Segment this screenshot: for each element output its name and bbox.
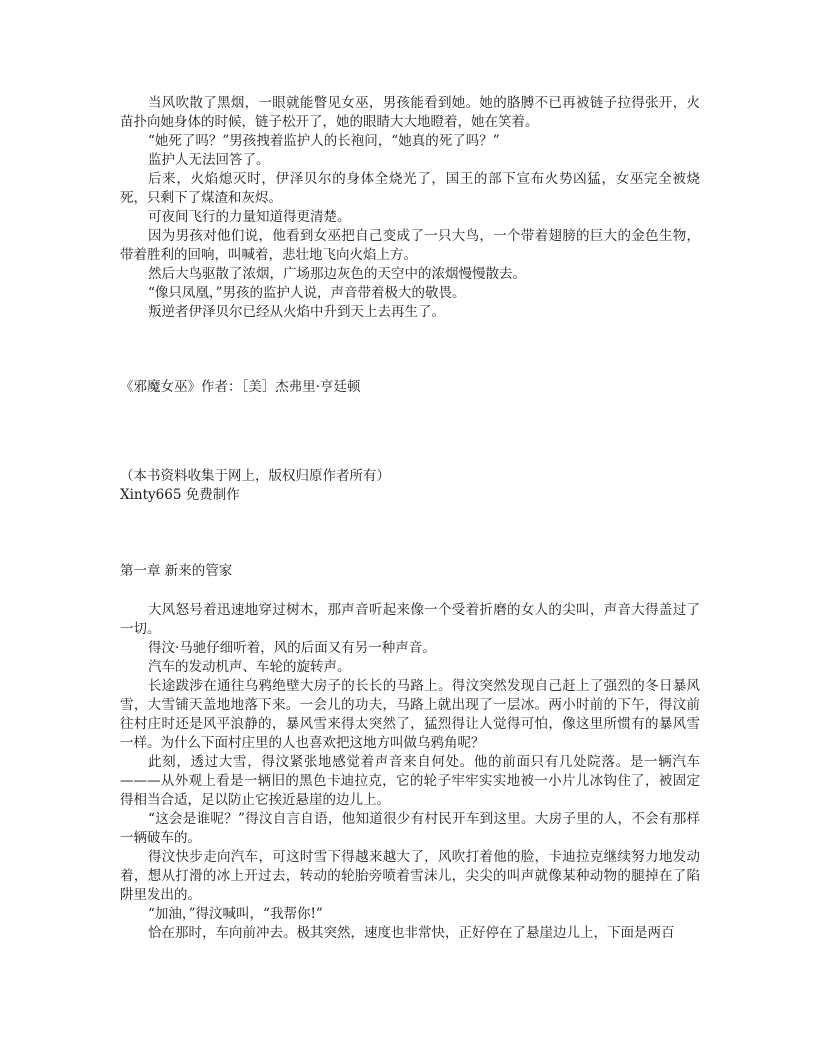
paragraph: 得汶·马驰仔细听着，风的后面又有另一种声音。 (148, 640, 436, 656)
chapter-body (120, 601, 700, 943)
paragraph: “加油，”得汶喊叫，“我帮你!” (148, 906, 323, 922)
story-ending-section (120, 94, 700, 322)
paragraph: 监护人无法回答了。 (148, 152, 270, 168)
book-info-line: 《邪魔女巫》作者：［美］杰弗里·亨廷顿 (120, 379, 361, 395)
producer-credit: Xinty665 免费制作 (120, 487, 240, 503)
chapter-title: 第一章 新来的管家 (120, 563, 233, 579)
credits-block (120, 467, 700, 505)
paragraph: “这会是谁呢？”得汶自言自语，他知道很少有村民开车到这里。大房子里的人，不会有那样一辆破车的。 (120, 811, 700, 846)
paragraph: 长途跋涉在通往乌鸦绝壁大房子的长长的马路上。得汶突然发现自己赶上了强烈的冬日暴风雪，大雪铺天盖地地落下来。一会儿的功夫，马路上就出现了一层冰。两小时前的下午，得汶前往村庄时还是风平浪静的，暴风雪来得太突然了，猛烈得让人觉得可怕，像这里所惯有的暴风雪一样。为什么下面村庄里的人也喜欢把这地方叫做乌鸦角呢？ (120, 678, 700, 751)
paragraph: 得汶快步走向汽车，可这时雪下得越来越大了，风吹打着他的脸，卡迪拉克继续努力地发动着，想从打滑的冰上开过去，转动的轮胎旁喷着雪沫儿，尖尖的叫声就像某种动物的腿掉在了陷阱里发出的。 (120, 849, 700, 903)
spacer (120, 397, 700, 467)
spacer (120, 505, 700, 562)
paragraph: “像只凤凰，”男孩的监护人说，声音带着极大的敬畏。 (148, 285, 466, 301)
paragraph: 叛逆者伊泽贝尔已经从火焰中升到天上去再生了。 (148, 304, 445, 320)
paragraph: 因为男孩对他们说，他看到女巫把自己变成了一只大鸟，一个带着翅膀的巨大的金色生物，带着胜利的回响，叫喊着，悲壮地飞向火焰上方。 (120, 228, 700, 263)
paragraph: 汽车的发动机声、车轮的旋转声。 (148, 659, 351, 675)
paragraph: “她死了吗？”男孩拽着监护人的长袍问，“她真的死了吗？” (148, 133, 500, 149)
paragraph: 大风怒号着迅速地穿过树木，那声音听起来像一个受着折磨的女人的尖叫，声音大得盖过了一切。 (120, 602, 700, 637)
copyright-notice: （本书资料收集于网上，版权归原作者所有） (120, 468, 390, 484)
paragraph: 此刻，透过大雪，得汶紧张地感觉着声音来自何处。他的前面只有几处院落。是一辆汽车———从外观上看是一辆旧的黑色卡迪拉克，它的轮子牢牢实实地被一小片儿冰钩住了，被固定得相当合适，足以防止它挨近悬崖的边儿上。 (120, 754, 700, 808)
paragraph: 可夜间飞行的力量知道得更清楚。 (148, 209, 351, 225)
spacer (120, 322, 700, 378)
paragraph: 当风吹散了黑烟，一眼就能瞥见女巫，男孩能看到她。她的胳膊不已再被链子拉得张开，火苗扑向她身体的时候，链子松开了，她的眼睛大大地瞪着，她在笑着。 (120, 95, 700, 130)
spacer (120, 581, 700, 601)
paragraph: 后来，火焰熄灭时，伊泽贝尔的身体全烧光了，国王的部下宣布火势凶猛，女巫完全被烧死，只剩下了煤渣和灰烬。 (120, 171, 700, 206)
paragraph: 恰在那时，车向前冲去。极其突然，速度也非常快，正好停在了悬崖边儿上，下面是两百 (148, 925, 675, 941)
document-page (120, 94, 700, 943)
paragraph: 然后大鸟驱散了浓烟，广场那边灰色的天空中的浓烟慢慢散去。 (148, 266, 526, 282)
